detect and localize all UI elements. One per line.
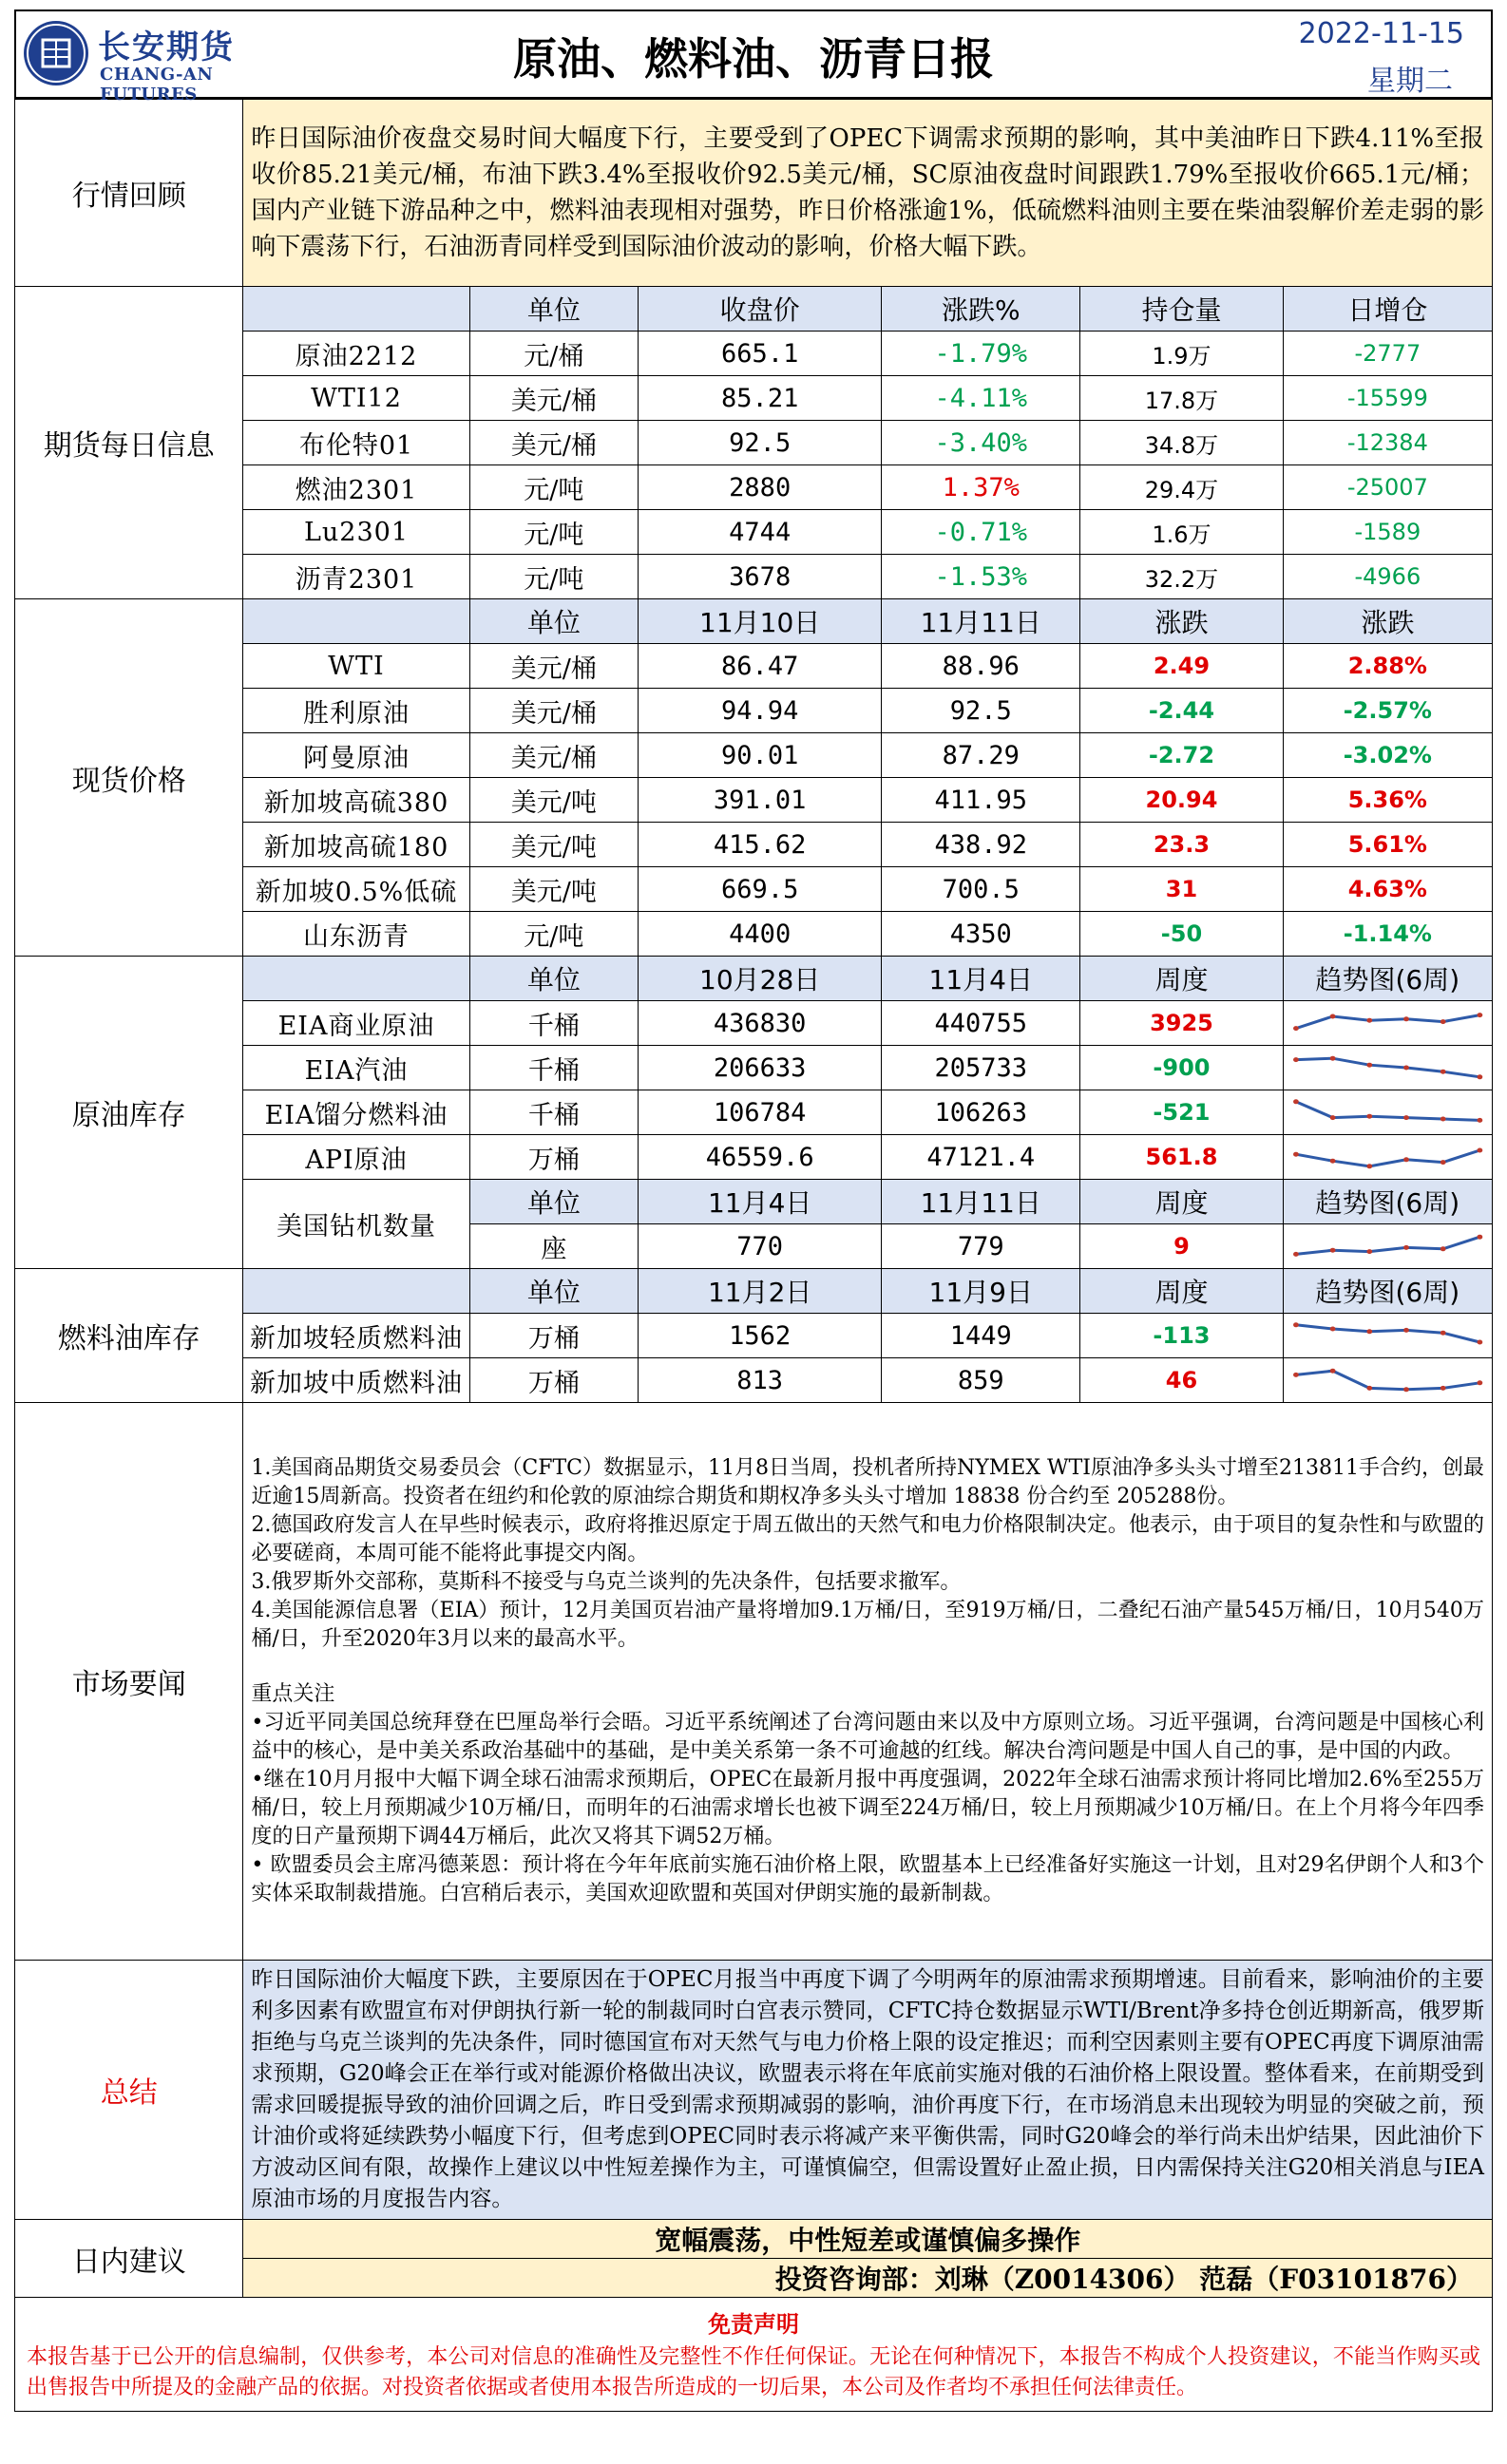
sparkline-point — [1293, 1322, 1299, 1327]
fuel-inv-d2: 859 — [882, 1358, 1080, 1403]
futures-name: 沥青2301 — [243, 555, 469, 599]
spot-name: 新加坡高硫380 — [243, 778, 469, 823]
futures-name: WTI12 — [243, 376, 469, 421]
sparkline-line — [1296, 1015, 1479, 1029]
report-title: 原油、燃料油、沥青日报 — [513, 33, 994, 85]
rig-d1: 770 — [639, 1224, 882, 1269]
crude-inv-header-trend: 趋势图(6周) — [1283, 957, 1492, 1001]
spot-header-pct: 涨跌 — [1283, 599, 1492, 644]
futures-oi: 34.8万 — [1080, 421, 1283, 465]
crude-inv-d1: 106784 — [639, 1090, 882, 1135]
rig-header-d1: 11月4日 — [639, 1180, 882, 1224]
sparkline-point — [1440, 1070, 1446, 1074]
crude-inv-name: API原油 — [243, 1135, 469, 1180]
futures-delta: -25007 — [1283, 465, 1492, 510]
sparkline-point — [1403, 1328, 1409, 1333]
news-spacer — [251, 1654, 1484, 1680]
sparkline-point — [1477, 1148, 1482, 1153]
spot-chg: 31 — [1080, 867, 1283, 912]
futures-oi: 32.2万 — [1080, 555, 1283, 599]
futures-close: 2880 — [639, 465, 882, 510]
crude-inv-d2: 47121.4 — [882, 1135, 1080, 1180]
futures-header-change: 涨跌% — [882, 287, 1080, 332]
summary-text: 昨日国际油价大幅度下跌，主要原因在于OPEC月报当中再度下调了今明两年的原油需求预期增速。目前看来，影响油价的主要利多因素有欧盟宣布对伊朗执行新一轮的制裁同时白宫表示赞同，CFTC持仓数据显示WTI/Brent净多持仓创近期新高，俄罗斯拒绝与乌克兰谈判的先决条件，同时德国宣布对天然气与电力价格上限的设定推迟；而利空因素则主要有OPEC再度下调原油需求预期，G20峰会正在举行或对能源价格做出决议，欧盟表示将在年底前实施对俄的石油价格上限设置。整体看来，在前期受到需求回暖提振导致的油价回调之后，昨日受到需求预期减弱的影响，油价再度下行，在市场消息未出现较为明显的突破之前，预计油价或将延续跌势小幅度下行，但考虑到OPEC同时表示将减产来平衡供需，同时G20峰会的举行尚未出炉结果，因此油价下方波动区间有限，故操作上建议以中性短差操作为主，可谨慎偏空，但需设置好止盈止损，日内需保持关注G20相关消息与IEA原油市场的月度报告内容。 — [243, 1961, 1493, 2220]
futures-name: 燃油2301 — [243, 465, 469, 510]
spot-header-unit: 单位 — [469, 599, 639, 644]
fuel-inv-header-unit: 单位 — [469, 1269, 639, 1314]
sparkline-point — [1477, 1380, 1482, 1385]
crude-inv-name: EIA汽油 — [243, 1046, 469, 1090]
sparkline — [1289, 1093, 1486, 1131]
sparkline-point — [1293, 1057, 1299, 1062]
crude-inv-d2: 205733 — [882, 1046, 1080, 1090]
futures-change: -0.71% — [882, 510, 1080, 555]
logo-emblem-icon — [24, 21, 88, 85]
futures-unit: 元/桶 — [469, 332, 639, 376]
spot-header-chg: 涨跌 — [1080, 599, 1283, 644]
spot-d1: 669.5 — [639, 867, 882, 912]
sparkline-line — [1296, 1102, 1479, 1121]
crude-inv-header-blank — [243, 957, 469, 1001]
futures-unit: 元/吨 — [469, 465, 639, 510]
sparkline-line — [1296, 1325, 1479, 1342]
sparkline-point — [1366, 1114, 1372, 1119]
disclaimer-text: 本报告基于已公开的信息编制，仅供参考，本公司对信息的准确性及完整性不作任何保证。无论在何种情况下，本报告不构成个人投资建议，不能当作购买或出售报告中所提及的金融产品的依据。对投资者依据或者使用本报告所造成的一切后果，本公司及作者均不承担任何法律责任。 — [27, 2345, 1480, 2399]
focus-item: • 欧盟委员会主席冯德莱恩：预计将在今年年底前实施石油价格上限，欧盟基本上已经准备好实施这一计划，且对29名伊朗个人和3个实体采取制裁措施。白宫稍后表示，美国欢迎欧盟和英国对伊朗实施的最新制裁。 — [251, 1853, 1484, 1905]
spot-pct: -2.57% — [1283, 689, 1492, 733]
rig-header-wk: 周度 — [1080, 1180, 1283, 1224]
sparkline-point — [1293, 1373, 1299, 1377]
crude-inv-header-row — [15, 957, 1493, 1001]
spot-chg: -2.72 — [1080, 733, 1283, 778]
spot-chg: 20.94 — [1080, 778, 1283, 823]
futures-change: -3.40% — [882, 421, 1080, 465]
futures-unit: 美元/桶 — [469, 421, 639, 465]
sparkline-point — [1293, 1026, 1299, 1031]
futures-oi: 1.6万 — [1080, 510, 1283, 555]
date-box — [1234, 11, 1491, 97]
crude-inv-header-d2: 11月4日 — [882, 957, 1080, 1001]
crude-inv-label: 原油库存 — [15, 957, 243, 1269]
sparkline — [1289, 1227, 1486, 1265]
fuel-inv-label: 燃料油库存 — [15, 1269, 243, 1403]
fuel-inv-name: 新加坡轻质燃料油 — [243, 1314, 469, 1358]
crude-inv-header-d1: 10月28日 — [639, 957, 882, 1001]
focus-item: •继在10月月报中大幅下调全球石油需求预期后，OPEC在最新月报中再度强调，2022年全球石油需求预计将同比增加2.6%至255万桶/日，较上月预期减少10万桶/日，而明年的石油需求增长也被下调至224万桶/日，较上月预期减少10万桶/日。在上个月将今年四季度的日产量预期下调44万桶后，此次又将其下调52万桶。 — [251, 1768, 1484, 1848]
spot-name: 胜利原油 — [243, 689, 469, 733]
sparkline-point — [1403, 1066, 1409, 1071]
fuel-inv-d1: 1562 — [639, 1314, 882, 1358]
futures-header-unit: 单位 — [469, 287, 639, 332]
sparkline-point — [1477, 1013, 1482, 1017]
sparkline-point — [1477, 1235, 1482, 1240]
fuel-inv-d2: 1449 — [882, 1314, 1080, 1358]
crude-inv-unit: 万桶 — [469, 1135, 639, 1180]
rig-header-trend: 趋势图(6周) — [1283, 1180, 1492, 1224]
futures-delta: -4966 — [1283, 555, 1492, 599]
news-item: 2.德国政府发言人在早些时候表示，政府将推迟原定于周五做出的天然气和电力价格限制决定。他表示，由于项目的复杂性和与欧盟的必要磋商，本周可能不能将此事提交内阁。 — [251, 1513, 1484, 1565]
review-section — [15, 100, 1493, 287]
spot-d2: 92.5 — [882, 689, 1080, 733]
advice-row — [15, 2220, 1493, 2259]
spot-d2: 700.5 — [882, 867, 1080, 912]
spot-d2: 438.92 — [882, 823, 1080, 867]
crude-inv-unit: 千桶 — [469, 1090, 639, 1135]
spot-d1: 391.01 — [639, 778, 882, 823]
fuel-inv-wk: 46 — [1080, 1358, 1283, 1403]
crude-inv-d1: 436830 — [639, 1001, 882, 1046]
sparkline-cell — [1283, 1090, 1492, 1135]
futures-delta: -1589 — [1283, 510, 1492, 555]
crude-inv-d2: 440755 — [882, 1001, 1080, 1046]
sparkline-point — [1329, 1159, 1335, 1164]
advice-contact: 投资咨询部：刘琳（Z0014306） 范磊（F03101876） — [243, 2259, 1493, 2298]
sparkline-point — [1366, 1018, 1372, 1023]
news-section — [15, 1403, 1493, 1961]
sparkline-point — [1440, 1117, 1446, 1122]
spot-d2: 88.96 — [882, 644, 1080, 689]
spot-d1: 4400 — [639, 912, 882, 957]
futures-name: 布伦特01 — [243, 421, 469, 465]
sparkline-point — [1477, 1118, 1482, 1123]
spot-name: 新加坡0.5%低硫 — [243, 867, 469, 912]
spot-pct: 4.63% — [1283, 867, 1492, 912]
spot-d1: 86.47 — [639, 644, 882, 689]
sparkline-cell — [1283, 1046, 1492, 1090]
fuel-inv-header-blank — [243, 1269, 469, 1314]
futures-unit: 元/吨 — [469, 510, 639, 555]
sparkline-point — [1329, 1056, 1335, 1061]
sparkline — [1289, 1361, 1486, 1399]
spot-chg: 23.3 — [1080, 823, 1283, 867]
sparkline-point — [1403, 1245, 1409, 1250]
crude-inv-wk: 561.8 — [1080, 1135, 1283, 1180]
spot-pct: -3.02% — [1283, 733, 1492, 778]
spot-unit: 美元/吨 — [469, 823, 639, 867]
focus-item: •习近平同美国总统拜登在巴厘岛举行会晤。习近平系统阐述了台湾问题由来以及中方原则立场。习近平强调，台湾问题是中国核心利益中的核心，是中美关系政治基础中的基础，是中美关系第一条不可逾越的红线。解决台湾问题是中国人自己的事，是中国的内政。 — [251, 1711, 1484, 1763]
spot-unit: 美元/桶 — [469, 733, 639, 778]
spot-pct: -1.14% — [1283, 912, 1492, 957]
futures-header-row — [15, 287, 1493, 332]
crude-inv-header-wk: 周度 — [1080, 957, 1283, 1001]
news-body — [243, 1403, 1493, 1961]
fuel-inv-wk: -113 — [1080, 1314, 1283, 1358]
sparkline-point — [1477, 1340, 1482, 1345]
review-label: 行情回顾 — [15, 100, 243, 287]
sparkline-point — [1440, 1331, 1446, 1336]
rig-name: 美国钻机数量 — [243, 1180, 469, 1269]
sparkline-cell — [1283, 1135, 1492, 1180]
futures-delta: -15599 — [1283, 376, 1492, 421]
futures-header-close: 收盘价 — [639, 287, 882, 332]
spot-unit: 美元/吨 — [469, 778, 639, 823]
spot-header-d1: 11月10日 — [639, 599, 882, 644]
company-name-cn: 长安期货 — [98, 28, 235, 66]
sparkline-point — [1366, 1329, 1372, 1334]
futures-delta: -2777 — [1283, 332, 1492, 376]
sparkline-point — [1329, 1327, 1335, 1332]
report-header — [14, 9, 1493, 104]
spot-label: 现货价格 — [15, 599, 243, 957]
futures-header-blank — [243, 287, 469, 332]
company-logo — [24, 19, 271, 104]
sparkline-point — [1329, 1369, 1335, 1374]
sparkline — [1289, 1317, 1486, 1355]
news-label: 市场要闻 — [15, 1403, 243, 1961]
futures-change: -4.11% — [882, 376, 1080, 421]
summary-section — [15, 1961, 1493, 2220]
futures-close: 3678 — [639, 555, 882, 599]
crude-inv-header-unit: 单位 — [469, 957, 639, 1001]
futures-change: 1.37% — [882, 465, 1080, 510]
sparkline-point — [1440, 1246, 1446, 1251]
focus-title: 重点关注 — [251, 1682, 335, 1706]
futures-oi: 29.4万 — [1080, 465, 1283, 510]
report-date: 2022-11-15 — [1298, 17, 1464, 50]
spot-name: 新加坡高硫180 — [243, 823, 469, 867]
fuel-inv-unit: 万桶 — [469, 1314, 639, 1358]
spot-unit: 美元/桶 — [469, 689, 639, 733]
sparkline-point — [1366, 1164, 1372, 1168]
fuel-inv-header-wk: 周度 — [1080, 1269, 1283, 1314]
sparkline-cell — [1283, 1358, 1492, 1403]
sparkline-point — [1477, 1074, 1482, 1079]
sparkline-point — [1293, 1252, 1299, 1257]
spot-pct: 2.88% — [1283, 644, 1492, 689]
crude-inv-d2: 106263 — [882, 1090, 1080, 1135]
sparkline-line — [1296, 1058, 1479, 1077]
sparkline-point — [1293, 1152, 1299, 1157]
futures-unit: 美元/桶 — [469, 376, 639, 421]
summary-label: 总结 — [15, 1961, 243, 2220]
disclaimer-cell — [15, 2298, 1493, 2412]
spot-chg: -50 — [1080, 912, 1283, 957]
news-item: 4.美国能源信息署（EIA）预计，12月美国页岩油产量将增加9.1万桶/日，至919万桶/日，二叠纪石油产量545万桶/日，10月540万桶/日，升至2020年3月以来的最高水平。 — [251, 1599, 1484, 1651]
crude-inv-wk: -521 — [1080, 1090, 1283, 1135]
review-text: 昨日国际油价夜盘交易时间大幅度下行，主要受到了OPEC下调需求预期的影响，其中美油昨日下跌4.11%至报收价85.21美元/桶，布油下跌3.4%至报收价92.5美元/桶，SC原油夜盘时间跟跌1.79%至报收价665.1元/桶；国内产业链下游品种之中，燃料油表现相对强势，昨日价格涨逾1%，低硫燃料油则主要在柴油裂解价差走弱的影响下震荡下行，石油沥青同样受到国际油价波动的影响，价格大幅下跌。 — [243, 100, 1493, 287]
futures-name: 原油2212 — [243, 332, 469, 376]
sparkline-point — [1366, 1063, 1372, 1068]
futures-close: 665.1 — [639, 332, 882, 376]
sparkline-line — [1296, 1237, 1479, 1254]
rig-unit: 座 — [469, 1224, 639, 1269]
spot-d2: 411.95 — [882, 778, 1080, 823]
company-name-en: CHANG-AN FUTURES — [100, 65, 214, 104]
fuel-inv-d1: 813 — [639, 1358, 882, 1403]
futures-oi: 1.9万 — [1080, 332, 1283, 376]
spot-chg: 2.49 — [1080, 644, 1283, 689]
spot-d1: 415.62 — [639, 823, 882, 867]
crude-inv-name: EIA商业原油 — [243, 1001, 469, 1046]
rig-header-d2: 11月11日 — [882, 1180, 1080, 1224]
sparkline-point — [1293, 1099, 1299, 1104]
rig-wk: 9 — [1080, 1224, 1283, 1269]
crude-inv-unit: 千桶 — [469, 1046, 639, 1090]
sparkline-point — [1329, 1115, 1335, 1120]
crude-inv-wk: 3925 — [1080, 1001, 1283, 1046]
crude-inv-d1: 206633 — [639, 1046, 882, 1090]
sparkline-line — [1296, 1371, 1479, 1390]
fuel-inv-header-d2: 11月9日 — [882, 1269, 1080, 1314]
disclaimer-section — [15, 2298, 1493, 2412]
futures-change: -1.79% — [882, 332, 1080, 376]
fuel-inv-name: 新加坡中质燃料油 — [243, 1358, 469, 1403]
sparkline-point — [1440, 1386, 1446, 1391]
crude-inv-name: EIA馏分燃料油 — [243, 1090, 469, 1135]
disclaimer-title: 免责声明 — [708, 2310, 799, 2338]
spot-name: WTI — [243, 644, 469, 689]
futures-name: Lu2301 — [243, 510, 469, 555]
spot-name: 阿曼原油 — [243, 733, 469, 778]
fuel-inv-header-row — [15, 1269, 1493, 1314]
spot-header-row — [15, 599, 1493, 644]
spot-d1: 90.01 — [639, 733, 882, 778]
sparkline-cell — [1283, 1001, 1492, 1046]
futures-header-oi: 持仓量 — [1080, 287, 1283, 332]
fuel-inv-header-trend: 趋势图(6周) — [1283, 1269, 1492, 1314]
futures-header-delta: 日增仓 — [1283, 287, 1492, 332]
fuel-inv-unit: 万桶 — [469, 1358, 639, 1403]
spot-pct: 5.61% — [1283, 823, 1492, 867]
spot-d2: 4350 — [882, 912, 1080, 957]
futures-delta: -12384 — [1283, 421, 1492, 465]
sparkline-point — [1403, 1387, 1409, 1392]
news-item: 1.美国商品期货交易委员会（CFTC）数据显示，11月8日当周，投机者所持NYMEX WTI原油净多头头寸增至213811手合约，创最近逾15周新高。投资者在纽约和伦敦的原油综合期货和期权净多头头寸增加 18838 份合约至 205288份。 — [251, 1456, 1484, 1508]
futures-unit: 元/吨 — [469, 555, 639, 599]
sparkline-line — [1296, 1150, 1479, 1166]
sparkline-point — [1440, 1160, 1446, 1165]
sparkline-point — [1329, 1248, 1335, 1253]
sparkline-cell — [1283, 1314, 1492, 1358]
futures-label: 期货每日信息 — [15, 287, 243, 599]
sparkline-cell — [1283, 1224, 1492, 1269]
rig-header-unit: 单位 — [469, 1180, 639, 1224]
sparkline-point — [1329, 1014, 1335, 1019]
spot-d1: 94.94 — [639, 689, 882, 733]
futures-close: 92.5 — [639, 421, 882, 465]
spot-unit: 美元/桶 — [469, 644, 639, 689]
advice-label: 日内建议 — [15, 2220, 243, 2298]
advice-text: 宽幅震荡，中性短差或谨慎偏多操作 — [243, 2220, 1493, 2259]
sparkline — [1289, 1004, 1486, 1042]
futures-close: 4744 — [639, 510, 882, 555]
crude-inv-wk: -900 — [1080, 1046, 1283, 1090]
spot-name: 山东沥青 — [243, 912, 469, 957]
sparkline — [1289, 1138, 1486, 1176]
crude-inv-d1: 46559.6 — [639, 1135, 882, 1180]
sparkline-point — [1366, 1386, 1372, 1391]
spot-header-d2: 11月11日 — [882, 599, 1080, 644]
report-weekday: 星期二 — [1367, 65, 1453, 98]
sparkline-point — [1403, 1157, 1409, 1162]
spot-unit: 美元/吨 — [469, 867, 639, 912]
spot-d2: 87.29 — [882, 733, 1080, 778]
news-item: 3.俄罗斯外交部称，莫斯科不接受与乌克兰谈判的先决条件，包括要求撤军。 — [251, 1570, 962, 1594]
crude-inv-unit: 千桶 — [469, 1001, 639, 1046]
sparkline-point — [1366, 1249, 1372, 1254]
sparkline-point — [1403, 1115, 1409, 1120]
sparkline — [1289, 1049, 1486, 1087]
futures-change: -1.53% — [882, 555, 1080, 599]
report-table — [14, 99, 1493, 2412]
spot-pct: 5.36% — [1283, 778, 1492, 823]
sparkline-point — [1440, 1019, 1446, 1024]
futures-close: 85.21 — [639, 376, 882, 421]
spot-chg: -2.44 — [1080, 689, 1283, 733]
rig-d2: 779 — [882, 1224, 1080, 1269]
spot-unit: 元/吨 — [469, 912, 639, 957]
fuel-inv-header-d1: 11月2日 — [639, 1269, 882, 1314]
spot-header-blank — [243, 599, 469, 644]
futures-oi: 17.8万 — [1080, 376, 1283, 421]
sparkline-point — [1403, 1016, 1409, 1021]
